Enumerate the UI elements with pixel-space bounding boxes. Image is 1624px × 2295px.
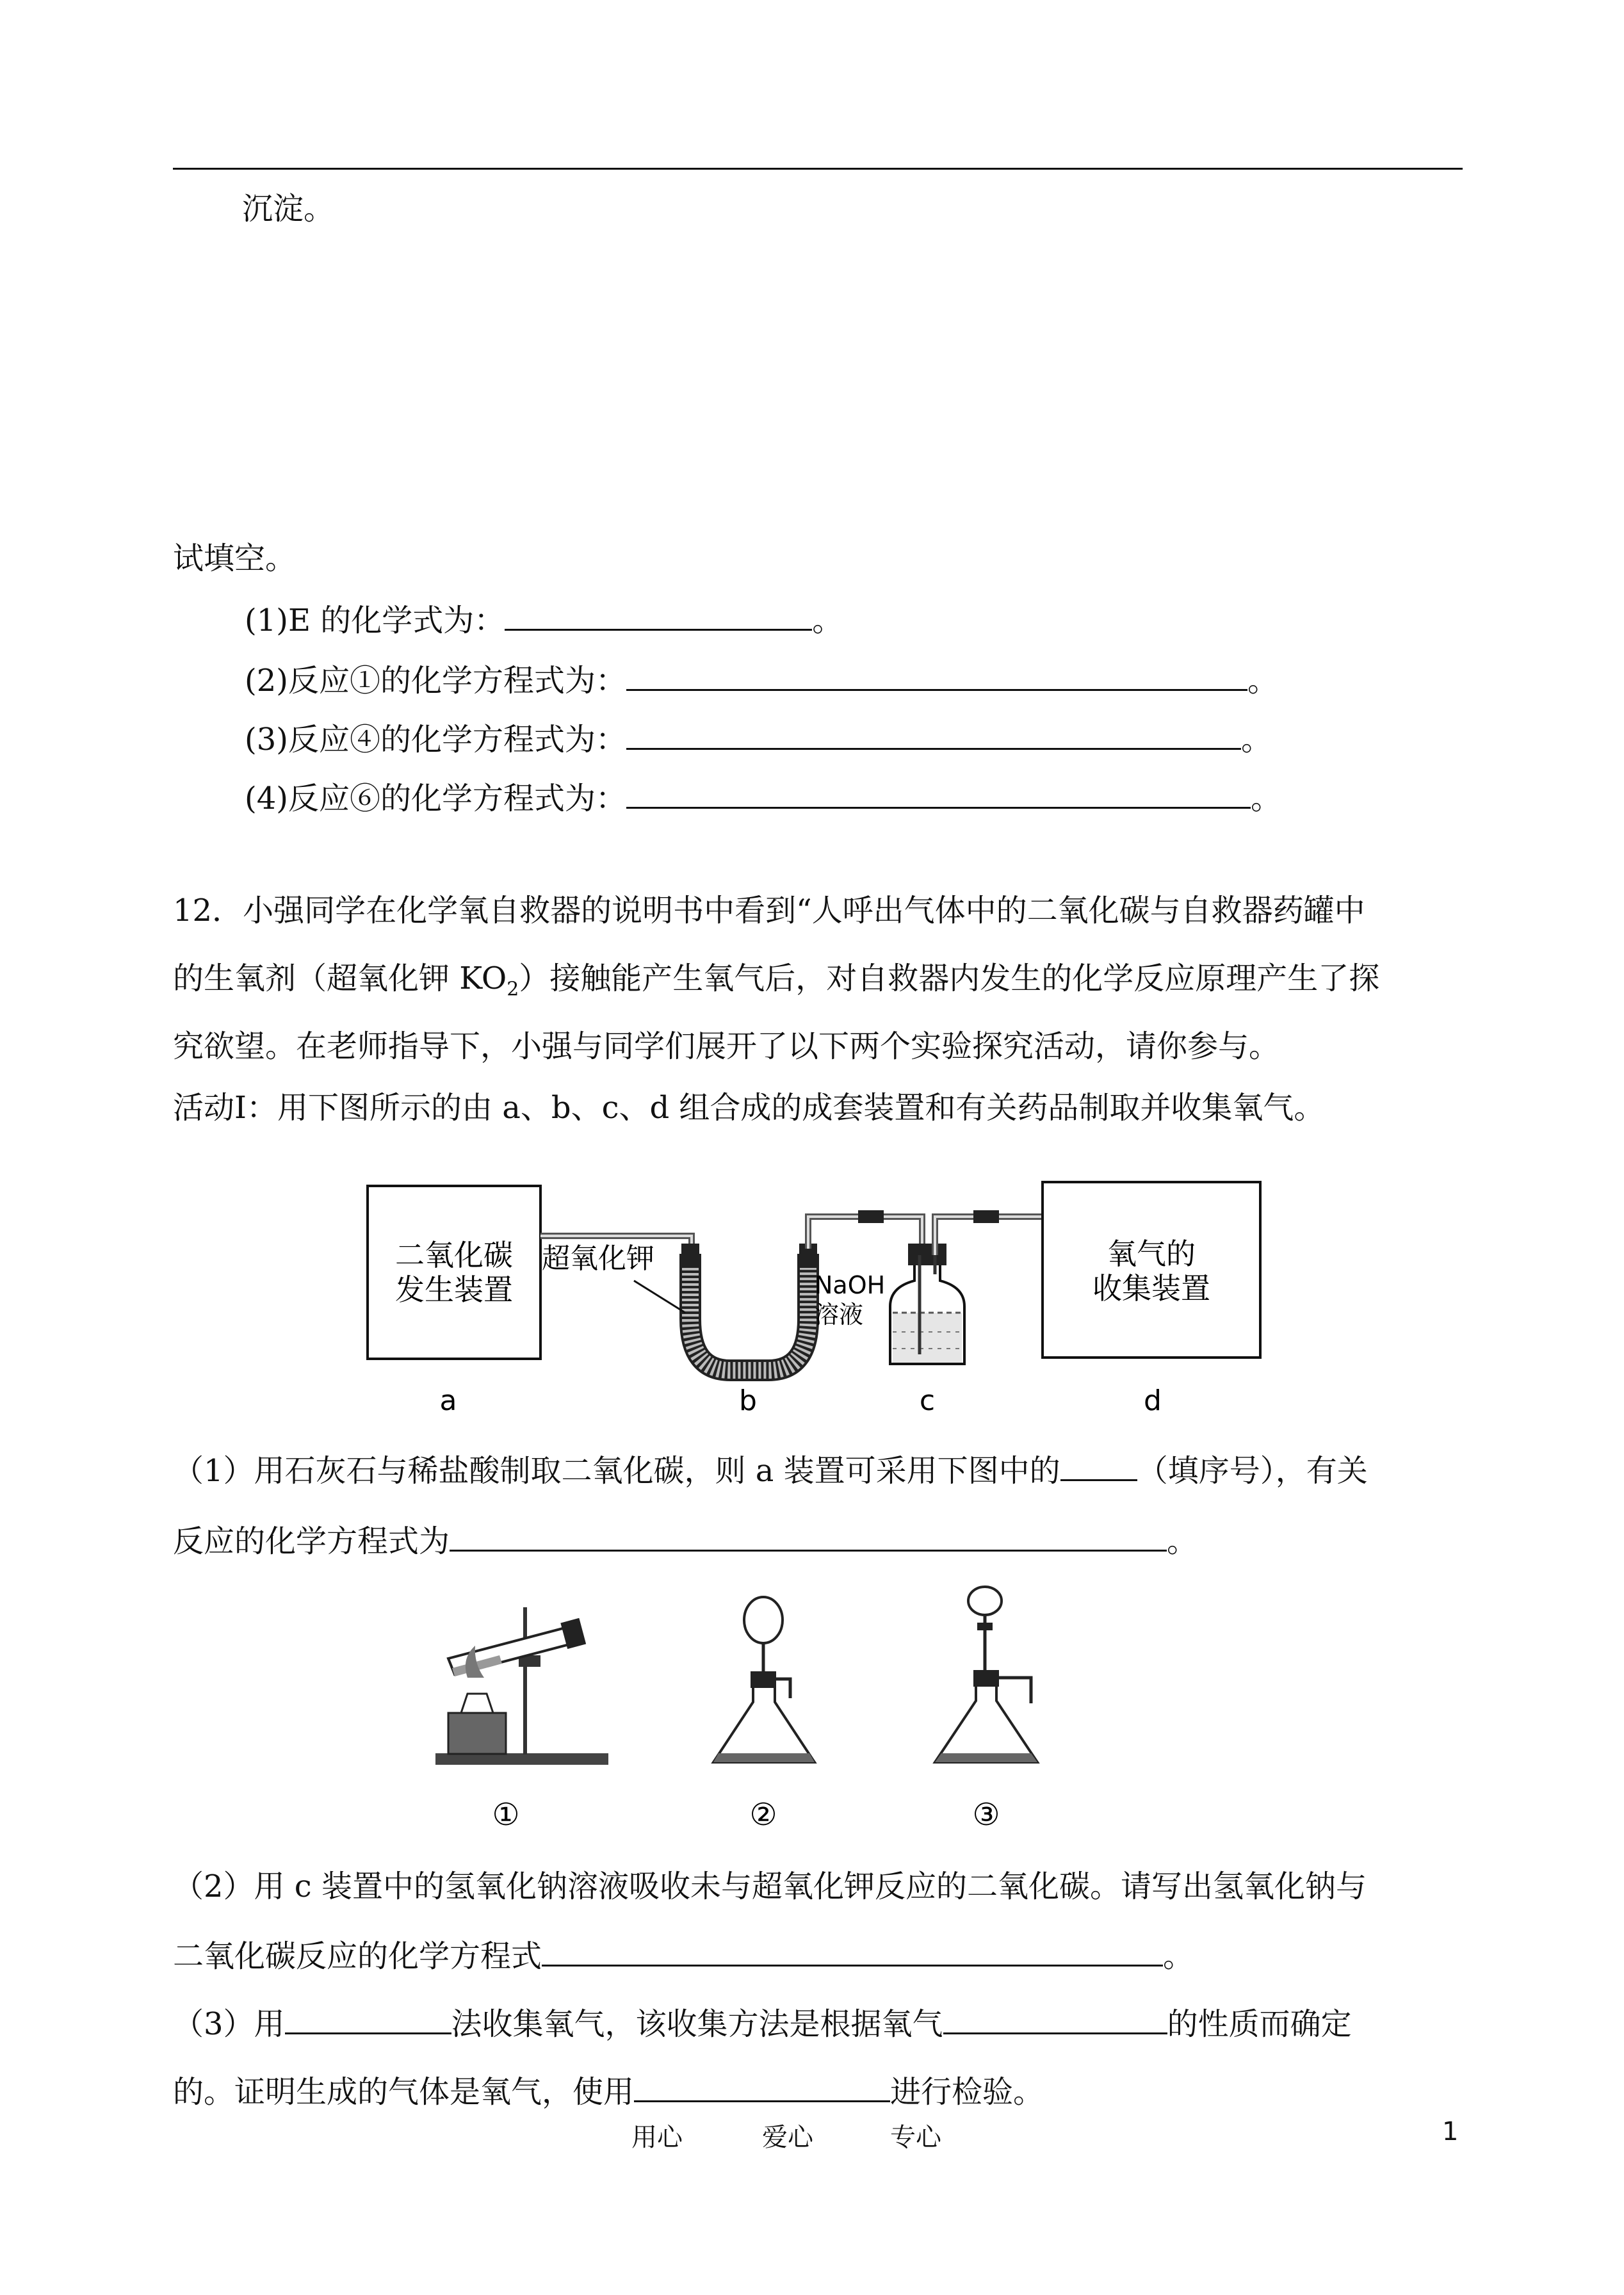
answer-blank[interactable] xyxy=(626,777,1251,809)
ko2-pointer xyxy=(634,1281,685,1313)
q12-line-3: 究欲望。在老师指导下，小强与同学们展开了以下两个实验探究活动，请你参与。 xyxy=(173,1028,1280,1064)
ko2-label: 超氧化钾 xyxy=(542,1242,654,1275)
top-text: 沉淀。 xyxy=(242,191,335,227)
answer-blank[interactable] xyxy=(626,660,1247,691)
answer-blank[interactable] xyxy=(505,599,812,631)
choice-label-1: ① xyxy=(492,1797,520,1833)
caption-b: b xyxy=(739,1384,757,1417)
stopper-left xyxy=(681,1244,699,1258)
answer-blank[interactable] xyxy=(542,1935,1163,1967)
naoh-label: NaOH xyxy=(815,1271,886,1299)
stopcock xyxy=(977,1623,993,1630)
sub3-line-1: （3）用 法收集氧气，该收集方法是根据氧气 的性质而确定 xyxy=(173,2003,1352,2043)
header-rule xyxy=(173,168,1463,170)
solution-label: 溶液 xyxy=(815,1301,864,1329)
rubber-joint xyxy=(858,1210,884,1223)
rubber-joint xyxy=(973,1210,999,1223)
naoh-solution xyxy=(893,1313,962,1363)
fill-item-3: (3)反应④的化学方程式为： 。 xyxy=(245,718,1272,759)
sep-funnel-bulb xyxy=(968,1587,1002,1615)
apparatus-choice-1 xyxy=(435,1607,608,1765)
sub2-line-2: 二氧化碳反应的化学方程式 。 xyxy=(173,1935,1194,1975)
footer-motto-2: 爱心 xyxy=(762,2123,813,2152)
sub1-line-1: （1）用石灰石与稀盐酸制取二氧化碳，则 a 装置可采用下图中的 （填序号），有关 xyxy=(173,1450,1368,1490)
footer-motto-1: 用心 xyxy=(631,2123,683,2152)
u-tube xyxy=(690,1254,808,1370)
stand-base xyxy=(435,1753,608,1765)
caption-c: c xyxy=(919,1384,936,1417)
fill-item-2: (2)反应①的化学方程式为： 。 xyxy=(245,660,1278,700)
answer-blank[interactable] xyxy=(1060,1450,1137,1481)
sub2-line-1: （2）用 c 装置中的氢氧化钠溶液吸收未与超氧化钾反应的二氧化碳。请写出氢氧化钠与 xyxy=(173,1869,1367,1904)
choice-label-3: ③ xyxy=(972,1797,1000,1833)
fill-item-4: (4)反应⑥的化学方程式为： 。 xyxy=(245,777,1281,818)
sub1-line-2: 反应的化学方程式为 。 xyxy=(173,1520,1198,1561)
answer-blank[interactable] xyxy=(943,2003,1167,2034)
collector-label-1: 氧气的 xyxy=(1107,1237,1196,1271)
flask-solid xyxy=(713,1753,815,1762)
fill-item-1: (1)E 的化学式为： 。 xyxy=(245,599,843,640)
answer-blank[interactable] xyxy=(626,718,1241,750)
choice-label-2: ② xyxy=(749,1797,777,1833)
choice-diagrams xyxy=(423,1582,1101,1851)
answer-blank[interactable] xyxy=(285,2003,451,2034)
caption-a: a xyxy=(439,1384,457,1417)
caption-d: d xyxy=(1144,1384,1162,1417)
bottle-stopper xyxy=(908,1244,946,1265)
apparatus-choice-2 xyxy=(713,1597,815,1762)
generator-label-1: 二氧化碳 xyxy=(395,1238,513,1272)
footer-motto-3: 专心 xyxy=(890,2123,941,2152)
sub3-line-2: 的。证明生成的气体是氧气，使用 进行检验。 xyxy=(173,2071,1044,2111)
collector-label-2: 收集装置 xyxy=(1092,1271,1210,1306)
activity-1: 活动Ⅰ：用下图所示的由 a、b、c、d 组合成的成套装置和有关药品制取并收集氧气。 xyxy=(173,1090,1325,1126)
fill-in-prompt: 试填空。 xyxy=(173,540,296,576)
answer-blank[interactable] xyxy=(634,2071,890,2102)
page-number: 1 xyxy=(1442,2117,1459,2146)
q12-line-2: 的生氧剂（超氧化钾 $KO_2$）接触能产生氧气后，对自救器内发生的化学反应原理产生了探 xyxy=(173,961,1380,1001)
funnel-bulb xyxy=(744,1597,783,1643)
answer-blank[interactable] xyxy=(450,1520,1167,1552)
apparatus-diagram xyxy=(359,1172,1268,1428)
conical-flask xyxy=(935,1687,1037,1762)
generator-label-2: 发生装置 xyxy=(395,1272,513,1307)
outlet-tube xyxy=(994,1678,1031,1703)
conical-flask xyxy=(713,1688,815,1762)
q12-line-1: 12．小强同学在化学氧自救器的说明书中看到“人呼出气体中的二氧化碳与自救器药罐中 xyxy=(173,893,1365,929)
flask-solid xyxy=(935,1753,1037,1762)
alcohol-lamp xyxy=(448,1713,506,1754)
apparatus-choice-3 xyxy=(935,1587,1037,1762)
